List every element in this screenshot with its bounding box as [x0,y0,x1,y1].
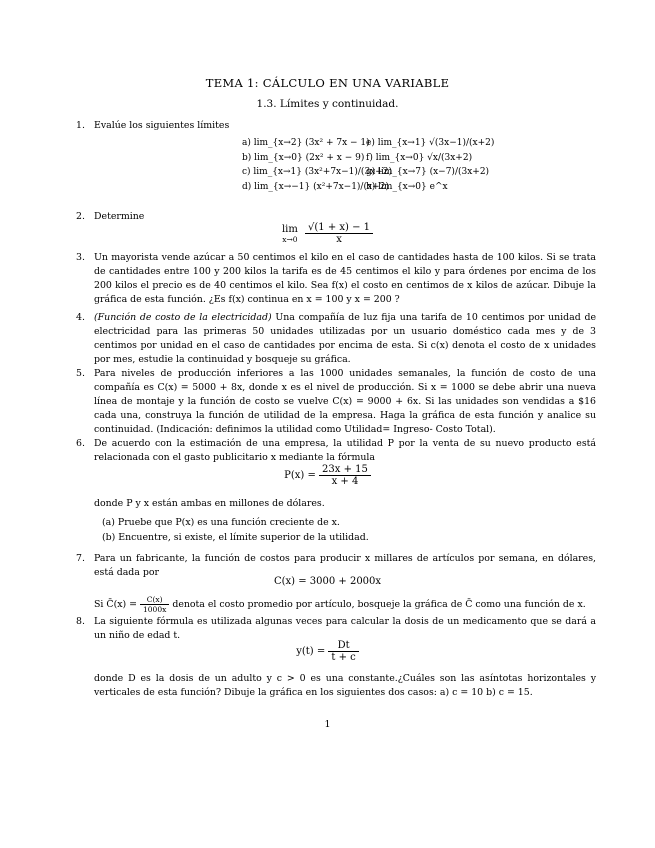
limit-d: d) lim_{x→−1} (x²+7x−1)/(x+2) [242,181,389,192]
question-text: Para un fabricante, la función de costos para producir x millares de artículos por semana, en dólares, está dada por [94,553,596,578]
formula-q6 [0,464,655,487]
limit-g: g) lim_{x→7} (x−7)/(3x+2) [366,167,490,177]
question-body: Una compañía de luz fija una tarifa de 10 centimos por unidad de electricidad para las primeras 50 unidades utilizadas por un usuario doméstico cada mes y de 3 centimos por unidad en el caso de cantidades por encima de esta. Si c(x) denota el costo de x unidades por mes, estudie la continuidad y bosqueje su gráfica. [94,312,596,365]
formula-q8 [0,640,655,663]
formula-lhs: P(x) = [284,470,316,481]
limits-list [242,136,494,194]
question-text: Determine [94,211,145,222]
question-text: La siguiente fórmula es utilizada algunas veces para calcular la dosis de un medicamento que se dará a un niño de edad t. [94,616,596,641]
limit-a: a) lim_{x→2} (3x² + 7x − 1) [242,138,370,148]
numerator: 23x + 15 [319,464,371,476]
limit-row [242,136,494,151]
formula-q2 [0,222,655,245]
numerator: √(1 + x) − 1 [305,222,373,234]
question-6-after [76,497,596,511]
fraction [319,464,371,487]
denominator: 1000x [143,605,167,614]
limit-f: f) lim_{x→0} √x/(3x+2) [366,152,473,163]
limit-e: e) lim_{x→1} √(3x−1)/(x+2) [366,138,495,148]
limit-row [242,180,494,195]
question-3 [76,251,596,307]
lim-subscript: x→0 [282,234,298,244]
numerator: Dt [328,640,358,652]
formula-lhs: y(t) = [296,646,326,657]
question-text: donde D es la dosis de un adulto y c > 0 es una constante.¿Cuáles son las asíntotas horizontales y verticales de esta función? Dibuje la gráfica en los siguientes dos casos: a) c = 10 b) c = 15. [94,673,596,698]
part-text: (b) Encuentre, si existe, el límite superior de la utilidad. [102,532,369,543]
question-6-part-a [76,516,596,530]
question-lead: (Función de costo de la electricidad) [94,312,272,323]
question-4 [76,311,596,367]
numerator: C(x) [140,595,169,605]
question-6 [76,437,596,465]
page-number: 1 [324,719,331,730]
fraction [305,222,373,245]
question-number: 4. [76,312,85,323]
question-5 [76,367,596,437]
question-number: 7. [76,553,85,564]
denominator: x + 4 [331,476,359,487]
question-number: 8. [76,616,85,627]
denominator: t + c [331,652,356,663]
question-number: 5. [76,368,85,379]
question-8-after [76,672,596,700]
part-text: (a) Pruebe que P(x) es una función creciente de x. [102,517,340,528]
section-title: 1.3. Límites y continuidad. [256,98,399,110]
fraction [140,595,169,614]
question-number: 6. [76,438,85,449]
question-number: 1. [76,120,85,131]
question-number: 2. [76,211,85,222]
limit-h: h) lim_{x→0} e^x [366,181,448,192]
formula-q7: C(x) = 3000 + 2000x [273,576,382,587]
question-text: Para niveles de producción inferiores a las 1000 unidades semanales, la función de costo de una compañía es C(x) = 5000 + 8x, donde x es el nivel de producción. Si x = 1000 se debe abrir una nueva línea de montaje y la función de costo se vuelve C(x) = 9000 + 6x. Si las unidades son vendidas a $16 cada una, construya la función de utilidad de la empresa. Haga la gráfica de esta función y analice su continuidad. (Indicación: definimos la utilidad como Utilidad= Ingreso- Costo Total). [94,368,596,435]
document-title: TEMA 1: CÁLCULO EN UNA VARIABLE [205,76,450,90]
fraction [328,640,358,663]
limit-b: b) lim_{x→0} (2x² + x − 9) [242,152,365,163]
question-text: Evalúe los siguientes límites [94,120,230,131]
question-6-part-b [76,531,596,545]
question-1 [76,119,596,133]
question-text [94,595,596,614]
limit-row [242,165,494,180]
question-8 [76,615,596,643]
question-text: Un mayorista vende azúcar a 50 centimos el kilo en el caso de cantidades hasta de 100 kilos. Si se trata de cantidades entre 100 y 200 kilos la tarifa es de 45 centimos el kilo y para órdenes por encima de los 200 kilos el precio es de 40 centimos el kilo. Sea f(x) el costo en centimos de x kilos de azúcar. Dibuje la gráfica de esta función. ¿Es f(x) continua en x = 100 y x = 200 ? [94,252,596,305]
question-text [94,311,596,367]
after-post: denota el costo promedio por artículo, bosqueje la gráfica de C̄ como una función de x. [172,599,586,610]
after-pre: Si C̄(x) = [94,599,138,610]
lim-symbol: lim [281,223,298,235]
denominator: x [336,234,342,245]
limit-row [242,151,494,166]
question-text: De acuerdo con la estimación de una empresa, la utilidad P por la venta de su nuevo producto está relacionada con el gasto publicitario x mediante la fórmula [94,438,596,463]
question-7-after [76,595,596,614]
question-number: 3. [76,252,85,263]
limit-c: c) lim_{x→1} (3x²+7x−1)/(3x+2) [242,167,393,177]
question-text: donde P y x están ambas en millones de dólares. [94,498,325,509]
